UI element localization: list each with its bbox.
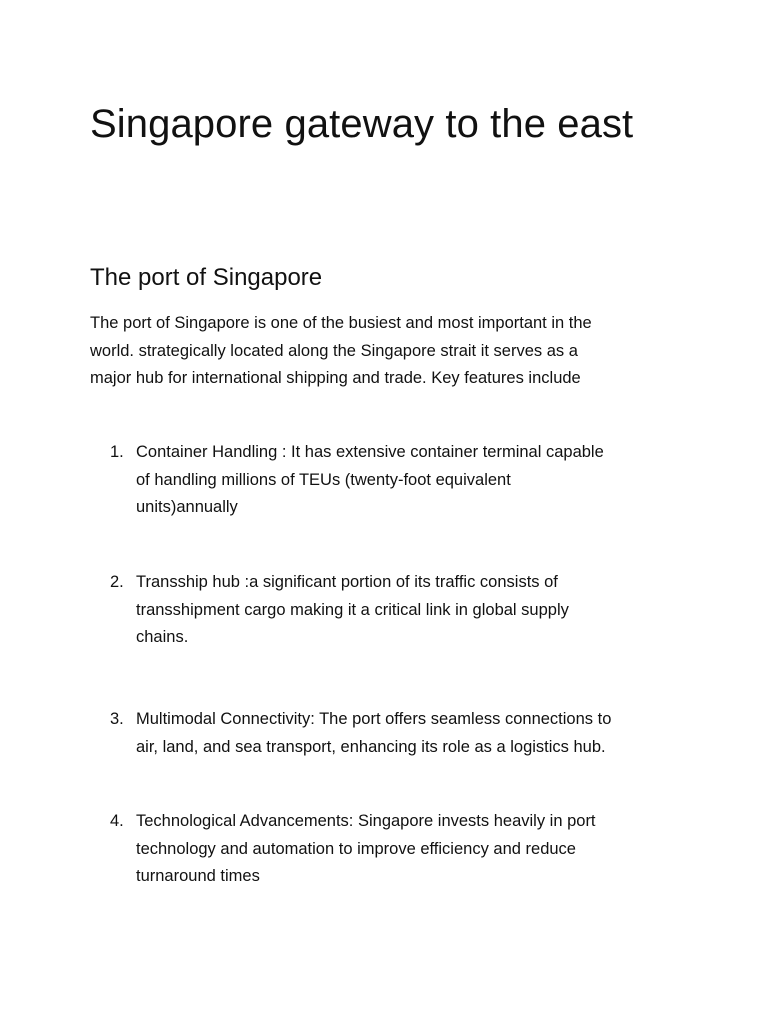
- list-item-line: technology and automation to improve efficiency and reduce: [136, 839, 576, 858]
- intro-line: world. strategically located along the Singapore strait it serves as a: [90, 341, 578, 360]
- list-item-line: chains.: [136, 628, 189, 646]
- list-item-line: Transship hub :a significant portion of its traffic consists of: [136, 573, 558, 591]
- list-item-line: Technological Advancements: Singapore invests heavily in port: [136, 812, 596, 830]
- list-item-line: Container Handling : It has extensive container terminal capable: [136, 443, 604, 461]
- list-item-number: 2.: [110, 573, 124, 591]
- list-item-text: [136, 706, 611, 761]
- list-item-text: [136, 439, 604, 522]
- list-item-line: transshipment cargo making it a critical link in global supply: [136, 600, 569, 619]
- list-item-line: units)annually: [136, 498, 238, 516]
- list-item-line: air, land, and sea transport, enhancing its role as a logistics hub.: [136, 737, 606, 756]
- list-item-number: 4.: [110, 812, 124, 830]
- list-item-line: of handling millions of TEUs (twenty-foot equivalent: [136, 470, 511, 489]
- intro-line: The port of Singapore is one of the busiest and most important in the: [90, 314, 592, 332]
- list-item-line: turnaround times: [136, 867, 260, 885]
- section-heading: The port of Singapore: [90, 264, 323, 291]
- list-item-line: Multimodal Connectivity: The port offers seamless connections to: [136, 710, 612, 728]
- list-item-number: 1.: [110, 443, 124, 461]
- intro-line: major hub for international shipping and trade. Key features include: [90, 369, 581, 387]
- list-item-text: [136, 808, 596, 891]
- list-item-text: [136, 569, 569, 652]
- intro-paragraph: [90, 310, 690, 393]
- page-title: Singapore gateway to the east: [90, 102, 634, 146]
- list-item-number: 3.: [110, 710, 124, 728]
